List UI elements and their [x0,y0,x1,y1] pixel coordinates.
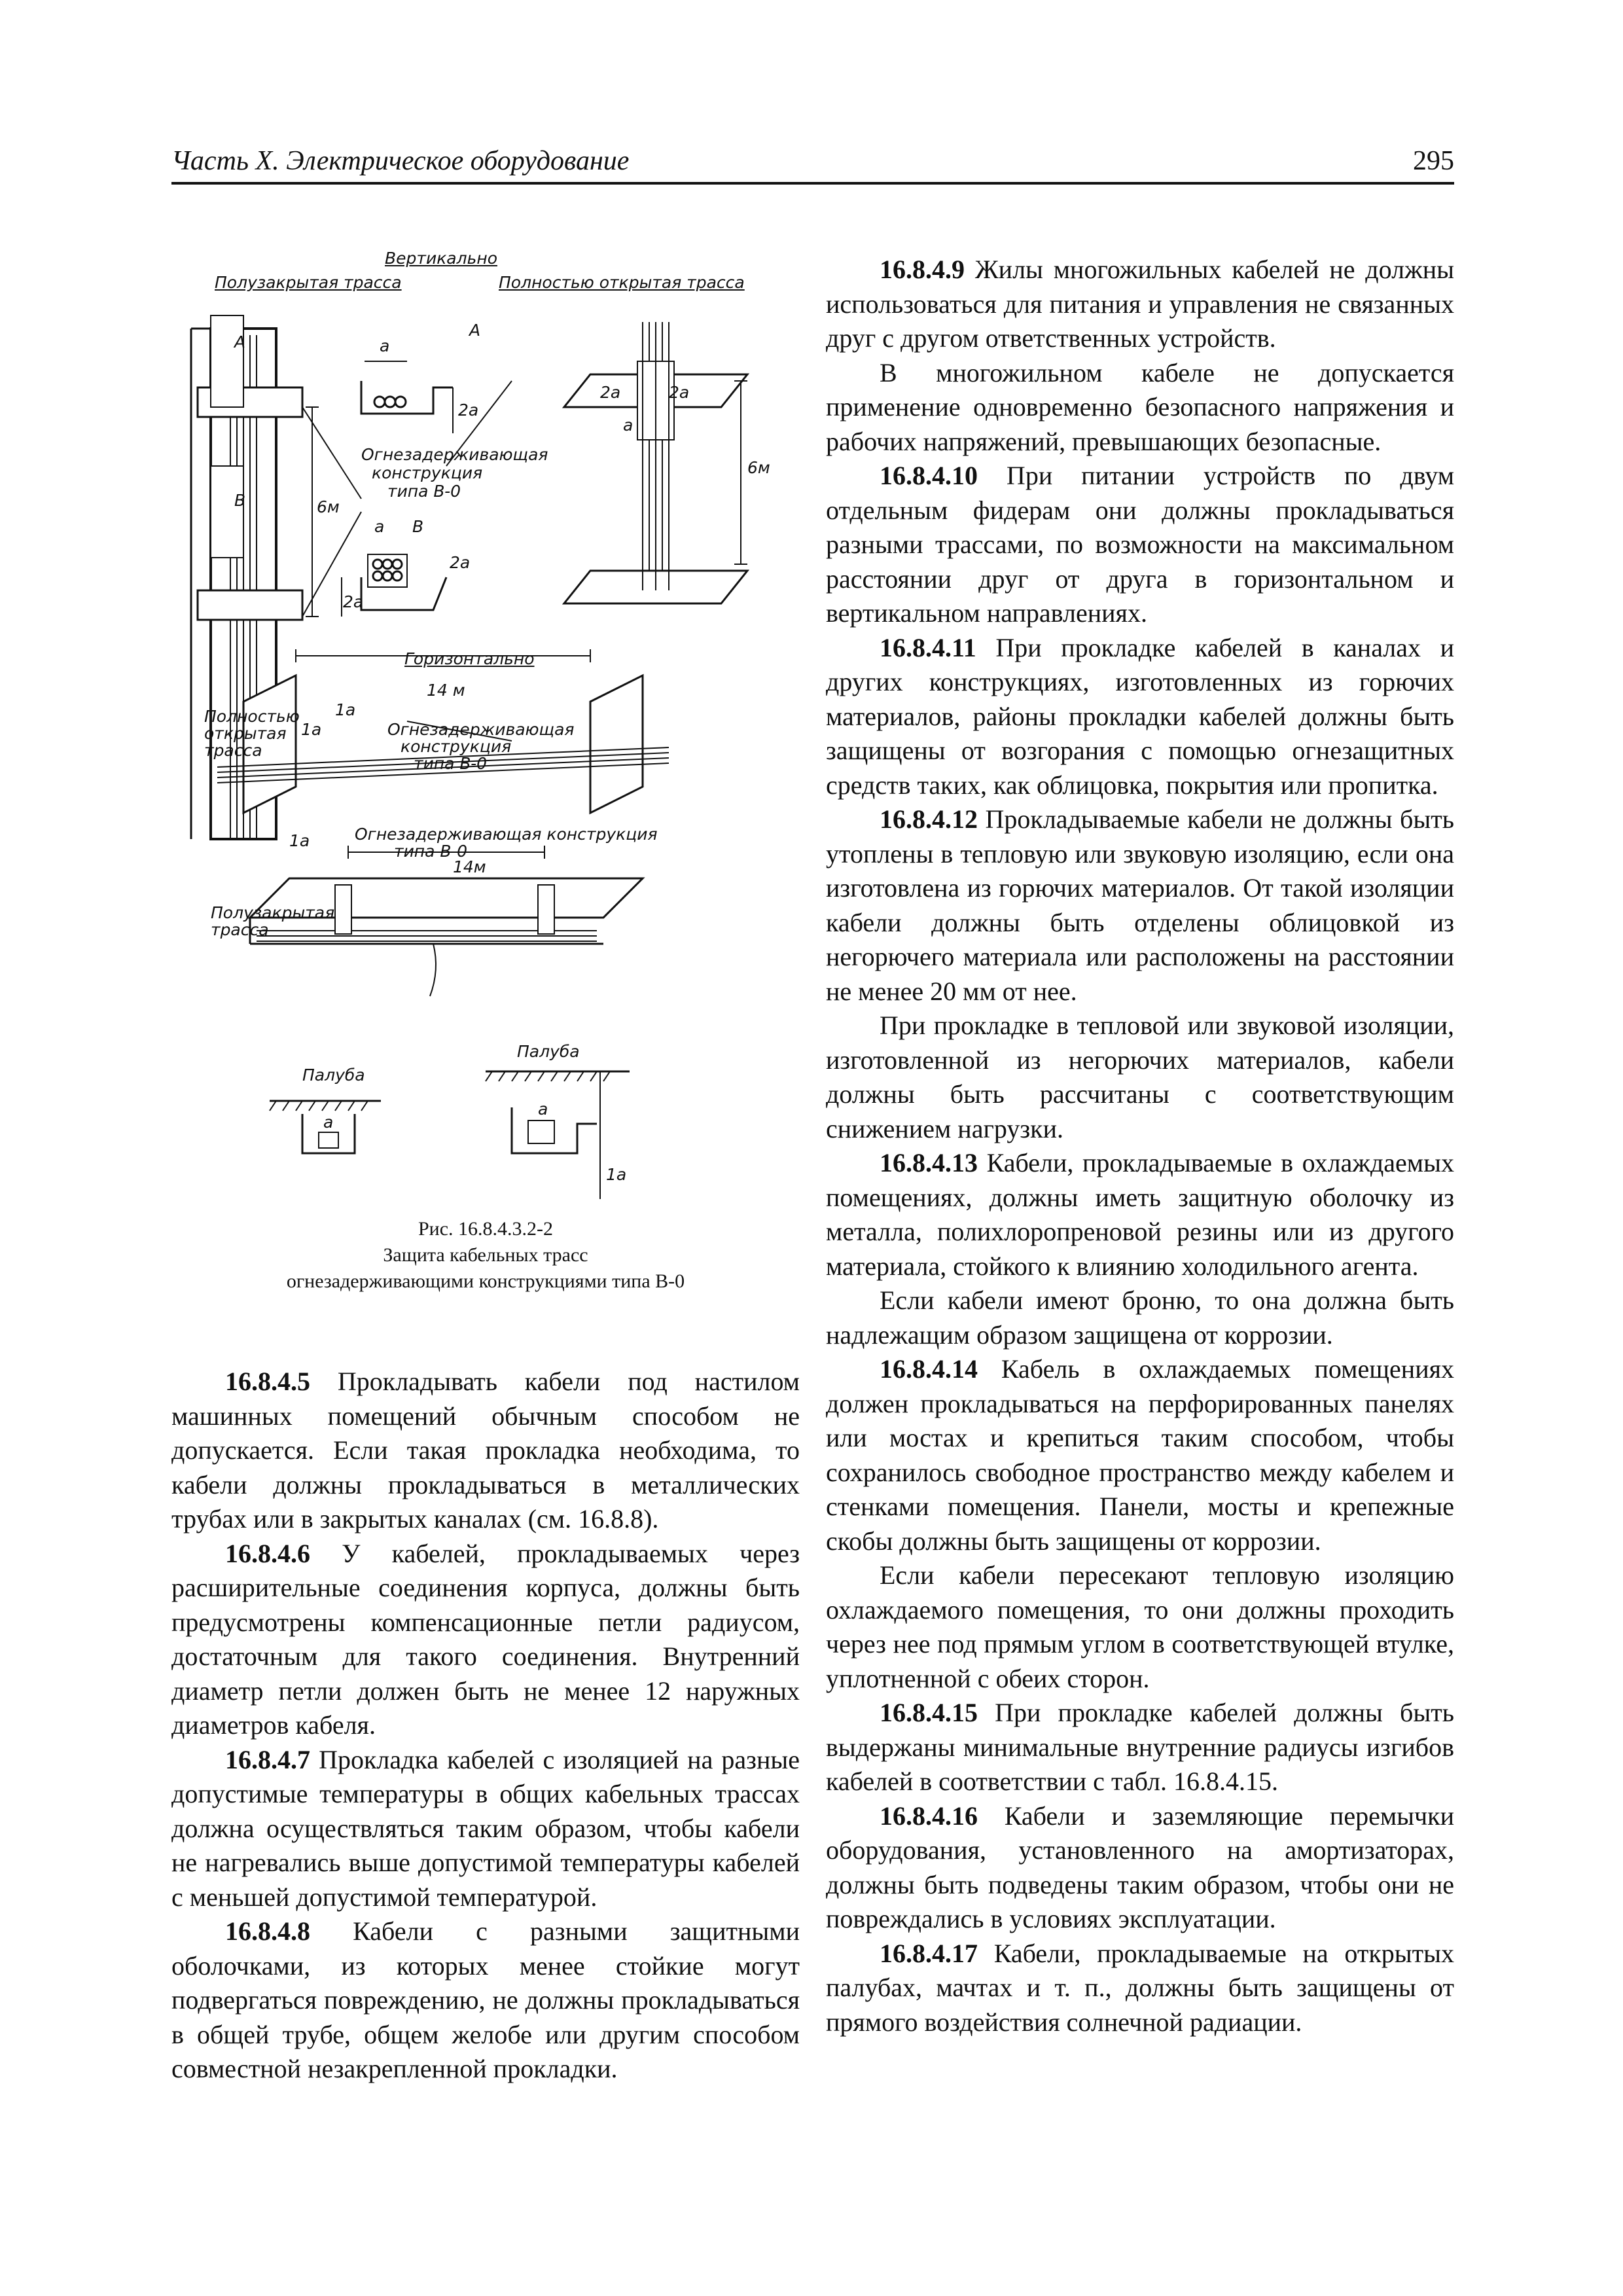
label-a-marker: A [234,332,246,351]
clause-number: 16.8.4.16 [880,1801,978,1831]
clause-number: 16.8.4.12 [880,804,978,834]
clause-number: 16.8.4.14 [880,1354,978,1384]
paragraph [826,1558,1454,1696]
label-fire-construction: Огнезадерживающая [361,445,548,464]
label-2a-bottom: 2a [343,592,364,611]
left-column [171,1365,800,2087]
paragraph-text: Прокладывать кабели под настилом машинных помещений обычным способом не допускается. Если такая прокладка необходима, то кабели должны прокладываться в металлических трубах или в закрытых каналах (см. 16.8.8). [171,1367,800,1534]
caption-line-3: огнезадерживающими конструкциями типа B-0 [286,1270,685,1292]
page-number: 295 [1413,146,1454,176]
paragraph [826,1146,1454,1283]
label-fully-open-route: Полностью открытая трасса [499,273,745,292]
label-semi-closed: Полузакрытая [211,903,335,922]
label-section-a: A [469,321,481,340]
caption-line-1: Рис. 16.8.4.3.2-2 [418,1218,554,1240]
paragraph-text: Кабель в охлаждаемых помещениях должен прокладываться на перфорированных панелях или мостах и крепиться таким способом, чтобы сохранилось свободное пространство между кабелем и стенками помещения. Панели, мосты и крепежные скобы должны быть защищены от коррозии. [826,1354,1454,1556]
paragraph [826,253,1454,356]
label-type-b0: типа B-0 [387,482,461,501]
figure-caption [171,1216,800,1295]
label-a-dim-top: a [380,336,390,355]
paragraph [171,1914,800,2087]
header-title: Часть X. Электрическое оборудование [171,146,630,176]
clause-number: 16.8.4.8 [225,1916,310,1946]
paragraph [826,459,1454,631]
clause-number: 16.8.4.5 [225,1367,310,1396]
label-fully: Полностью [204,707,300,726]
paragraph-text: У кабелей, прокладываемых через расширительные соединения корпуса, должны быть предусмотрены компенсационные петли радиусом, достаточным для такого соединения. Внутренний диаметр петли должен быть не менее 12 наружных диаметров кабеля. [171,1538,800,1740]
label-deck-right: Палуба [517,1042,580,1061]
label-open: открытая [204,724,287,743]
paragraph [826,1352,1454,1558]
label-14m-semi: 14м [453,857,486,876]
clause-number: 16.8.4.7 [225,1744,310,1774]
clause-number: 16.8.4.9 [880,255,965,284]
label-1a-3: 1a [289,831,310,850]
paragraph-text: Кабели с разными защитными оболочками, из которых менее стойкие могут подвергаться повреждению, не должны прокладываться в общей трубе, общем желобе или другим способом совместной незакрепленной прокладки. [171,1916,800,2083]
paragraph [826,1009,1454,1146]
paragraph-text: Если кабели пересекают тепловую изоляцию охлаждаемого помещения, то они должны проходить через нее под прямым углом в соответствующей втулке, уплотненной с обеих сторон. [826,1560,1454,1693]
paragraph [826,1937,1454,2040]
label-2a-open-2: 2a [669,383,690,402]
label-type-b0-h: типа B-0 [414,754,488,773]
paragraph [826,356,1454,459]
label-a-open: a [623,416,633,435]
caption-line-2: Защита кабельных трасс [383,1244,588,1266]
paragraph [171,1365,800,1537]
label-6m-left: 6м [317,497,340,516]
clause-number: 16.8.4.17 [880,1938,978,1968]
label-type-b0-semi: типа B-0 [394,842,468,861]
deck-details-drawing [270,1071,630,1199]
paragraph-text: Если кабели имеют броню, то она должна быть надлежащим образом защищена от коррозии. [826,1285,1454,1350]
label-route-1: трасса [204,741,262,760]
paragraph [826,1696,1454,1799]
label-2a-open-1: 2a [600,383,621,402]
clause-number: 16.8.4.10 [880,461,978,490]
label-1a-deck: 1a [606,1165,627,1184]
paragraph-text: Кабели, прокладываемые в охлаждаемых помещениях, должны иметь защитную оболочку из металла, полихлоропреновой резины или из другого материала, стойкого к влиянию холодильного агента. [826,1148,1454,1281]
clause-number: 16.8.4.13 [880,1148,978,1177]
label-vertical: Вертикально [385,249,497,268]
label-fire-construction-full: Огнезадерживающая конструкция [355,825,658,844]
page-header [171,145,1454,185]
paragraph-text: Кабели и заземляющие перемычки оборудования, установленного на амортизаторах, должны быть подведены таким образом, чтобы они не повреждались в условиях эксплуатации. [826,1801,1454,1933]
paragraph-text: Прокладка кабелей с изоляцией на разные допустимые температуры в общих кабельных трассах должна осуществляться таким образом, чтобы кабели не нагревались выше допустимой температуры кабелей с меньшей допустимой температурой. [171,1744,800,1912]
paragraph-text: При прокладке в тепловой или звуковой изоляции, изготовленной из негорючих материалов, кабели должны быть рассчитаны с соответствующим снижением нагрузки. [826,1011,1454,1143]
paragraph-text: Жилы многожильных кабелей не должны использоваться для питания и управления не связанных друг с другом ответственных устройств. [826,255,1454,353]
label-section-b: B [412,517,424,536]
paragraph [826,631,1454,803]
label-a-deck-left: a [323,1113,334,1132]
clause-number: 16.8.4.15 [880,1698,978,1727]
label-deck-left: Палуба [302,1066,365,1085]
paragraph-text: В многожильном кабеле не допускается применение одновременно безопасного напряжения и рабочих напряжений, превышающих безопасные. [826,357,1454,456]
paragraph [826,1283,1454,1352]
vertical-open-drawing [564,322,747,603]
paragraph [826,1799,1454,1937]
label-construction-h: конструкция [401,737,512,756]
paragraph [171,1743,800,1915]
label-a-dim-bottom: a [374,517,385,536]
paragraph [826,802,1454,1009]
label-b-marker: B [234,491,246,510]
right-column [826,253,1454,2039]
label-semi-closed-route: Полузакрытая трасса [215,273,402,292]
clause-number: 16.8.4.11 [880,632,976,662]
label-2a-top: 2a [458,401,479,420]
label-route-2: трасса [211,920,269,939]
label-horizontal: Горизонтально [404,649,535,668]
label-1a-2: 1a [301,720,322,739]
label-fire-construction-h: Огнезадерживающая [387,720,575,739]
label-construction: конструкция [372,463,483,482]
figure [171,250,800,1206]
clause-number: 16.8.4.6 [225,1538,310,1568]
paragraph-text: При прокладке кабелей в каналах и других конструкциях, изготовленных из горючих материалов, районы прокладки кабелей должны быть защищены от возгорания с помощью огнезащитных средств таких, как облицовка, покрытия или пропитка. [826,632,1454,800]
label-2a-right: 2a [450,553,471,572]
paragraph-text: Прокладываемые кабели не должны быть утоплены в тепловую или звуковую изоляцию, если она изготовлена из горючих материалов. От такой изоляции кабели должны быть отделены облицовкой из негорючего материала или расположены на расстоянии не менее 20 мм от нее. [826,804,1454,1006]
label-1a-1: 1a [335,700,356,719]
label-6m-right: 6м [747,458,770,477]
paragraph-text: При прокладке кабелей должны быть выдержаны минимальные внутренние радиусы изгибов кабелей в соответствии с табл. 16.8.4.15. [826,1698,1454,1796]
paragraph-text: При питании устройств по двум отдельным фидерам они должны прокладываться разными трассами, по возможности на максимальном расстоянии друг от друга в горизонтальном и вертикальном направлениях. [826,461,1454,628]
paragraph [171,1537,800,1743]
label-a-deck-right: a [538,1100,548,1119]
label-14m: 14 м [427,681,465,700]
paragraph-text: Кабели, прокладываемые на открытых палубах, мачтах и т. п., должны быть защищены от прямого воздействия солнечной радиации. [826,1938,1454,2037]
